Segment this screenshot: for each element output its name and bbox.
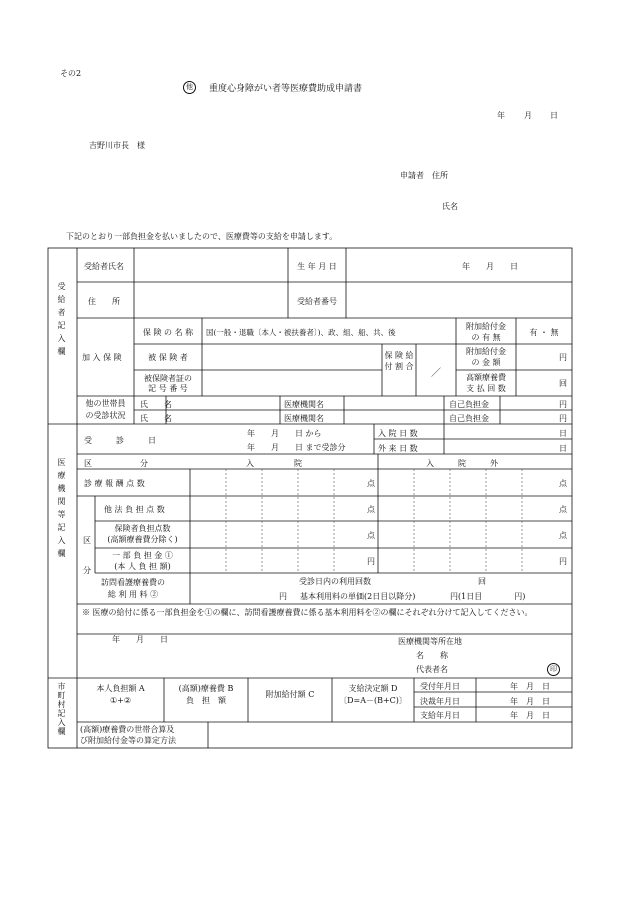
seal-mark: 印 [547,663,560,676]
family-name-label-2: 氏 名 [140,414,172,423]
dob-value: 年 月 日 [462,262,518,271]
dob-label: 生 年 月 日 [297,262,337,271]
cert-number-label: 被保険者証の 記 号 番 号 [144,374,192,393]
decision-d-label: 支給決定額 D 〔D=A－(B+C)〕 [339,684,407,705]
family-copay-yen-2: 円 [559,414,567,423]
visit-date-label: 受 診 日 [84,436,156,445]
family-hospital-label-1: 医療機関名 [284,400,324,409]
paid-date-value: 年 月 日 [510,711,550,720]
category-inpatient: 入 院 [246,459,302,468]
date-month: 月 [524,111,532,120]
insured-points-label: 保険者負担点数 (高額療養費分除く) [107,524,178,544]
extra-benefit-choice: 有 ・ 無 [529,328,559,337]
in-copay-yen: 円 [367,557,375,566]
date-year: 年 [497,111,505,120]
applicant-name-label: 氏名 [442,202,458,211]
insurer-options: 国(一般・退職〔本人・被扶養者〕)、政、組、船、共、後 [206,328,396,337]
inpatient-days-label: 入 院 日 数 [378,429,418,438]
extra-c-label: 附加給付額 C [265,690,315,699]
high-cost-times: 回 [559,379,567,388]
municipal-section-label: 市町村記入欄 [57,682,66,736]
in-insured-points-unit: 点 [367,531,375,540]
high-cost-b-label: (高額)療養費 B 負 担 額 [178,684,234,705]
kubun-label: 区 分 [83,536,99,575]
note-text: ※ 医療の給付に係る一部負担金を①の欄に、訪問看護療養費に係る基本利用料を②の欄にそれぞれ分けて記入してください。 [82,608,533,617]
document-number: その2 [60,69,82,78]
out-points-unit: 点 [559,479,567,488]
visit-nurse-count-label: 受診日内の利用回数 [299,577,371,586]
out-other-points-unit: 点 [559,505,567,514]
out-copay-yen: 円 [559,557,567,566]
other-points-label: 他 法 負 担 点 数 [104,505,165,514]
family-copay-yen-1: 円 [559,400,567,409]
benefit-rate-label: 保 険 給 付 割 合 [384,351,414,371]
family-name-label-1: 氏 名 [140,400,172,409]
certification-date: 年 月 日 [112,635,168,644]
decided-date-value: 年 月 日 [510,697,550,706]
family-hospital-label-2: 医療機関名 [284,414,324,423]
visit-from: 年 月 日 から [247,429,322,438]
family-status-label: 他の世帯員 の受診状況 [85,399,126,420]
copay-label: 一 部 負 担 金 ① (本 人 負 担 額) [112,551,173,571]
visit-nurse-label: 訪問看護療養費の 総 利 用 料 ② [101,578,165,599]
first-day-fee: 円(1日目 円) [450,592,526,601]
family-copay-label-1: 自己負担金 [449,400,489,409]
addressee: 吉野川市長 様 [89,141,145,150]
high-cost-count-label: 高額療養費 支 払 回 数 [466,373,506,393]
representative-label: 代表者名 [416,665,448,674]
visit-nurse-count-unit: 回 [478,577,486,586]
facility-name-label: 名 称 [416,651,448,660]
visit-nurse-yen: 円 [279,592,287,601]
extra-amount-yen: 円 [559,353,567,362]
decided-date-label: 決裁年月日 [420,697,460,706]
category-outpatient: 入 院 外 [426,459,498,468]
form-title: 重度心身障がい者等医療費助成申請書 [209,84,363,94]
insurer-name-label: 保 険 の 名 称 [142,328,194,337]
calculation-method-label: (高額)療養費の世帯合算及 び附加給付金等の算定方法 [80,725,176,745]
extra-amount-label: 附加給付金 の 金 額 [466,347,506,367]
other-stamp: 他 [183,81,196,94]
received-date-label: 受付年月日 [420,682,460,691]
facility-address-label: 医療機関等所在地 [398,637,462,646]
recipient-name-label: 受給者氏名 [84,262,124,271]
category-label: 区 分 [84,459,148,468]
address-label: 住 所 [88,297,120,306]
in-other-points-unit: 点 [367,505,375,514]
extra-benefit-label: 附加給付金 の 有 無 [466,322,506,342]
base-fee-label: 基本利用料の単価(2日目以降分) [300,592,416,601]
applicant-address-label: 申請者 住所 [400,171,448,180]
family-copay-label-2: 自己負担金 [449,414,489,423]
benefit-rate-slash: ／ [431,368,441,379]
recipient-section-label: 受給者記入欄 [57,282,66,360]
recipient-number-label: 受給者番号 [297,297,337,306]
paid-date-label: 支給年月日 [420,711,460,720]
medical-section-label: 医療機関等記入欄 [57,458,66,562]
received-date-value: 年 月 日 [510,682,550,691]
outpatient-day-unit: 日 [559,444,567,453]
out-insured-points-unit: 点 [559,531,567,540]
self-pay-a-label: 本人負担額 A ①+② [96,684,145,705]
insurance-label: 加 入 保 険 [82,353,122,362]
insured-label: 被 保 険 者 [148,353,188,362]
intro-text: 下記のとおり一部負担金を払いましたので、医療費等の支給を申請します。 [66,232,338,241]
in-points-unit: 点 [367,479,375,488]
date-day: 日 [550,111,558,120]
inpatient-day-unit: 日 [559,429,567,438]
outpatient-days-label: 外 来 日 数 [378,444,418,453]
visit-to: 年 月 日 まで受診分 [247,443,346,452]
points-label: 診 療 報 酬 点 数 [84,479,145,488]
